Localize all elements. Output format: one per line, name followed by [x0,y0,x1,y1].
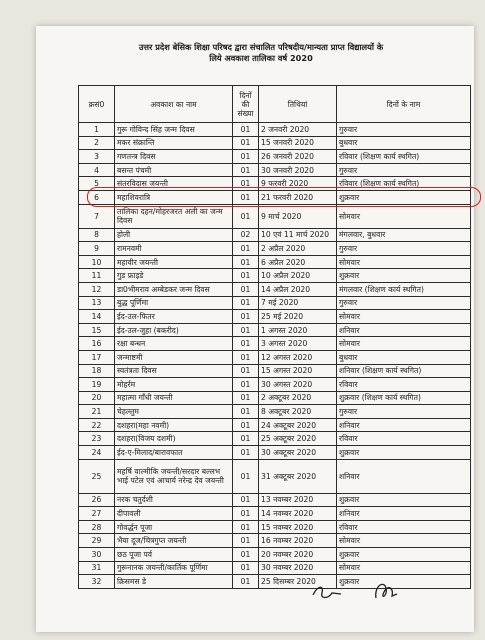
cell-weekday: सोमवार [337,337,471,351]
cell-serial: 8 [79,228,115,242]
cell-days-count: 01 [233,418,259,432]
cell-serial: 7 [79,204,115,228]
cell-holiday-name: संतरविदास जयन्ती [115,177,233,191]
cell-date: 12 अगस्त 2020 [259,350,337,364]
cell-days-count: 01 [233,296,259,310]
cell-date: 9 मार्च 2020 [259,204,337,228]
cell-date: 14 अप्रैल 2020 [259,282,337,296]
cell-weekday: शुक्रवार [337,269,471,283]
cell-date: 2 जनवरी 2020 [259,123,337,137]
cell-days-count: 01 [233,163,259,177]
cell-days-count: 01 [233,255,259,269]
cell-holiday-name: महावीर जयन्ती [115,255,233,269]
table-row [79,364,471,378]
cell-serial: 28 [79,520,115,534]
cell-weekday: रविवार [337,520,471,534]
cell-days-count: 01 [233,310,259,324]
cell-holiday-name: दशहरा(विजय दशमी) [115,432,233,446]
table-row [79,150,471,164]
cell-holiday-name: गुरू गोविन्द सिंह जन्म दिवस [115,123,233,137]
document-heading [96,42,426,64]
cell-holiday-name: ईद-ए-मिलाद/बारावफात [115,446,233,460]
table-row [79,432,471,446]
header-holiday-name: अवकाश का नाम [115,86,233,123]
table-row [79,391,471,405]
signature-1 [310,583,344,603]
table-row [79,493,471,507]
cell-serial: 26 [79,493,115,507]
cell-days-count: 01 [233,136,259,150]
cell-holiday-name: गणतन्त्र दिवस [115,150,233,164]
cell-holiday-name: बुद्ध पूर्णिमा [115,296,233,310]
cell-weekday: शनिवार [337,418,471,432]
cell-date: 15 जनवरी 2020 [259,136,337,150]
cell-weekday: शनिवार [337,323,471,337]
cell-holiday-name: चेहल्लुम [115,405,233,419]
cell-days-count: 01 [233,493,259,507]
cell-date: 9 फरवरी 2020 [259,177,337,191]
cell-weekday: शनिवार [337,459,471,493]
cell-days-count: 01 [233,575,259,589]
cell-holiday-name: होली [115,228,233,242]
header-days-count: दिनों की संख्या [233,86,259,123]
table-row [79,310,471,324]
table-row [79,282,471,296]
cell-holiday-name: स्वतंत्रता दिवस [115,364,233,378]
header-date: तिथियां [259,86,337,123]
cell-weekday: शुक्रवार [337,575,471,589]
cell-holiday-name: गुरूनानक जयन्ती/कार्तिक पूर्णिमा [115,561,233,575]
table-row [79,296,471,310]
table-row [79,405,471,419]
cell-date: 24 अक्टूबर 2020 [259,418,337,432]
cell-serial: 27 [79,507,115,521]
table-row [79,459,471,493]
cell-date: 1 अगस्त 2020 [259,323,337,337]
cell-weekday: गुरुवार [337,123,471,137]
cell-serial: 13 [79,296,115,310]
table-row [79,548,471,562]
cell-date: 2 अप्रैल 2020 [259,242,337,256]
cell-holiday-name: दीपावली [115,507,233,521]
cell-weekday: गुरुवार [337,242,471,256]
cell-date: 31 अक्टूबर 2020 [259,459,337,493]
cell-date: 26 जनवरी 2020 [259,150,337,164]
cell-serial: 1 [79,123,115,137]
cell-days-count: 01 [233,150,259,164]
cell-serial: 24 [79,446,115,460]
cell-weekday: शुक्रवार [337,493,471,507]
table-row [79,190,471,204]
table-header-row [79,86,471,123]
cell-days-count: 01 [233,405,259,419]
table-row [79,242,471,256]
cell-serial: 10 [79,255,115,269]
cell-date: 13 नवम्बर 2020 [259,493,337,507]
cell-days-count: 01 [233,534,259,548]
cell-date: 15 नवम्बर 2020 [259,520,337,534]
table-row [79,177,471,191]
cell-weekday: शनिवार [337,507,471,521]
table-row [79,269,471,283]
cell-date: 8 अक्टूबर 2020 [259,405,337,419]
cell-date: 10 अप्रैल 2020 [259,269,337,283]
table-body [79,123,471,589]
cell-days-count: 01 [233,548,259,562]
cell-weekday: सोमवार [337,310,471,324]
cell-holiday-name: मोहर्रम [115,378,233,392]
cell-date: 10 एवं 11 मार्च 2020 [259,228,337,242]
table-row [79,418,471,432]
cell-holiday-name: गोवर्द्धन पूजा [115,520,233,534]
cell-weekday: शुक्रवार [337,190,471,204]
header-serial: क्रसं0 [79,86,115,123]
cell-weekday: सोमवार [337,561,471,575]
cell-serial: 19 [79,378,115,392]
cell-date: 30 नवम्बर 2020 [259,561,337,575]
table-row [79,163,471,177]
cell-serial: 20 [79,391,115,405]
signature-2 [370,578,400,604]
cell-date: 3 अगस्त 2020 [259,337,337,351]
cell-serial: 18 [79,364,115,378]
cell-holiday-name: डा0भीमराव अम्बेडकर जन्म दिवस [115,282,233,296]
cell-serial: 31 [79,561,115,575]
table-row [79,204,471,228]
cell-date: 14 नवम्बर 2020 [259,507,337,521]
cell-serial: 32 [79,575,115,589]
cell-days-count: 01 [233,282,259,296]
cell-serial: 11 [79,269,115,283]
cell-holiday-name: तालिका दहन/मोहरजरत अली का जन्म दिवस [115,204,233,228]
cell-date: 2 अक्टूबर 2020 [259,391,337,405]
cell-serial: 3 [79,150,115,164]
cell-days-count: 01 [233,432,259,446]
cell-holiday-name: महाशिवरात्रि [115,190,233,204]
cell-weekday: शनिवार (शिक्षण कार्य स्थगित) [337,364,471,378]
cell-serial: 25 [79,459,115,493]
cell-weekday: रविवार [337,378,471,392]
cell-days-count: 01 [233,446,259,460]
cell-serial: 30 [79,548,115,562]
cell-serial: 6 [79,190,115,204]
cell-serial: 14 [79,310,115,324]
cell-days-count: 02 [233,228,259,242]
cell-weekday: बुधवार [337,350,471,364]
holiday-table [78,85,471,589]
cell-serial: 23 [79,432,115,446]
cell-days-count: 01 [233,364,259,378]
cell-holiday-name: महात्मा गाँधी जयन्ती [115,391,233,405]
table-row [79,255,471,269]
cell-weekday: सोमवार [337,534,471,548]
cell-holiday-name: दशहरा(महा नवमी) [115,418,233,432]
cell-days-count: 01 [233,459,259,493]
title-line-2: लिये अवकाश तालिका वर्ष 2020 [209,53,313,63]
cell-holiday-name: रामनवमी [115,242,233,256]
cell-date: 21 फरवरी 2020 [259,190,337,204]
cell-serial: 21 [79,405,115,419]
cell-days-count: 01 [233,323,259,337]
cell-days-count: 01 [233,204,259,228]
cell-serial: 17 [79,350,115,364]
cell-weekday: सोमवार [337,204,471,228]
cell-days-count: 01 [233,561,259,575]
cell-serial: 2 [79,136,115,150]
cell-date: 7 मई 2020 [259,296,337,310]
cell-weekday: मंगलवार, बुधवार [337,228,471,242]
cell-holiday-name: छठ पूजा पर्व [115,548,233,562]
cell-holiday-name: ईद-उल-फितर [115,310,233,324]
cell-days-count: 01 [233,507,259,521]
cell-serial: 12 [79,282,115,296]
cell-serial: 4 [79,163,115,177]
cell-weekday: शुक्रवार [337,548,471,562]
cell-weekday: मंगलवार (शिक्षण कार्य स्थगित) [337,282,471,296]
cell-serial: 22 [79,418,115,432]
cell-days-count: 01 [233,378,259,392]
cell-holiday-name: जन्माष्टमी [115,350,233,364]
cell-weekday: रविवार [337,432,471,446]
cell-date: 30 जनवरी 2020 [259,163,337,177]
cell-weekday: गुरुवार [337,163,471,177]
cell-days-count: 01 [233,337,259,351]
table-row [79,123,471,137]
table-row [79,337,471,351]
table-row [79,507,471,521]
cell-weekday: रविवार (शिक्षण कार्य स्थगित) [337,150,471,164]
cell-serial: 16 [79,337,115,351]
cell-holiday-name: रक्षा बन्धन [115,337,233,351]
cell-date: 30 अक्टूबर 2020 [259,446,337,460]
cell-weekday: शुक्रवार (शिक्षण कार्य स्थगित) [337,391,471,405]
cell-holiday-name: ईद-उल-जुहा (बकरीद) [115,323,233,337]
table-row [79,520,471,534]
cell-serial: 5 [79,177,115,191]
cell-weekday: शुक्रवार [337,446,471,460]
cell-days-count: 01 [233,520,259,534]
cell-date: 6 अप्रैल 2020 [259,255,337,269]
cell-holiday-name: नरक चतुर्दशी [115,493,233,507]
cell-weekday: रविवार (शिक्षण कार्य स्थगित) [337,177,471,191]
cell-date: 30 अगस्त 2020 [259,378,337,392]
cell-serial: 29 [79,534,115,548]
cell-date: 25 अक्टूबर 2020 [259,432,337,446]
table-row [79,575,471,589]
cell-holiday-name: महर्षि वाल्मीकि जयन्ती/सरदार बल्लभ भाई पटेल एवं आचार्य नरेन्द्र देव जयन्ती [115,459,233,493]
cell-weekday: बुधवार [337,136,471,150]
table-row [79,378,471,392]
header-weekday: दिनों के नाम [337,86,471,123]
cell-holiday-name: मकर संक्रान्ति [115,136,233,150]
cell-holiday-name: बसन्त पंचमी [115,163,233,177]
table-row [79,228,471,242]
table-row [79,136,471,150]
cell-date: 25 मई 2020 [259,310,337,324]
cell-days-count: 01 [233,269,259,283]
cell-date: 16 नवम्बर 2020 [259,534,337,548]
cell-weekday: गुरुवार [337,296,471,310]
cell-days-count: 01 [233,177,259,191]
cell-days-count: 01 [233,391,259,405]
cell-weekday: सोमवार [337,255,471,269]
cell-date: 25 दिसम्बर 2020 [259,575,337,589]
cell-serial: 15 [79,323,115,337]
table-row [79,534,471,548]
cell-date: 15 अगस्त 2020 [259,364,337,378]
cell-days-count: 01 [233,190,259,204]
table-row [79,350,471,364]
cell-days-count: 01 [233,350,259,364]
table-row [79,323,471,337]
table-row [79,561,471,575]
table-row [79,446,471,460]
cell-holiday-name: भैया दूज/चित्रगुप्त जयन्ती [115,534,233,548]
cell-date: 20 नवम्बर 2020 [259,548,337,562]
cell-weekday: गुरुवार [337,405,471,419]
cell-days-count: 01 [233,123,259,137]
cell-holiday-name: गुड फ्राइडे [115,269,233,283]
cell-serial: 9 [79,242,115,256]
cell-holiday-name: क्रिसमस डे [115,575,233,589]
title-line-1: उत्तर प्रदेश बेसिक शिक्षा परिषद द्वारा संचालित परिषदीय/मान्यता प्राप्त विद्यालयों के [138,42,384,52]
cell-days-count: 01 [233,242,259,256]
